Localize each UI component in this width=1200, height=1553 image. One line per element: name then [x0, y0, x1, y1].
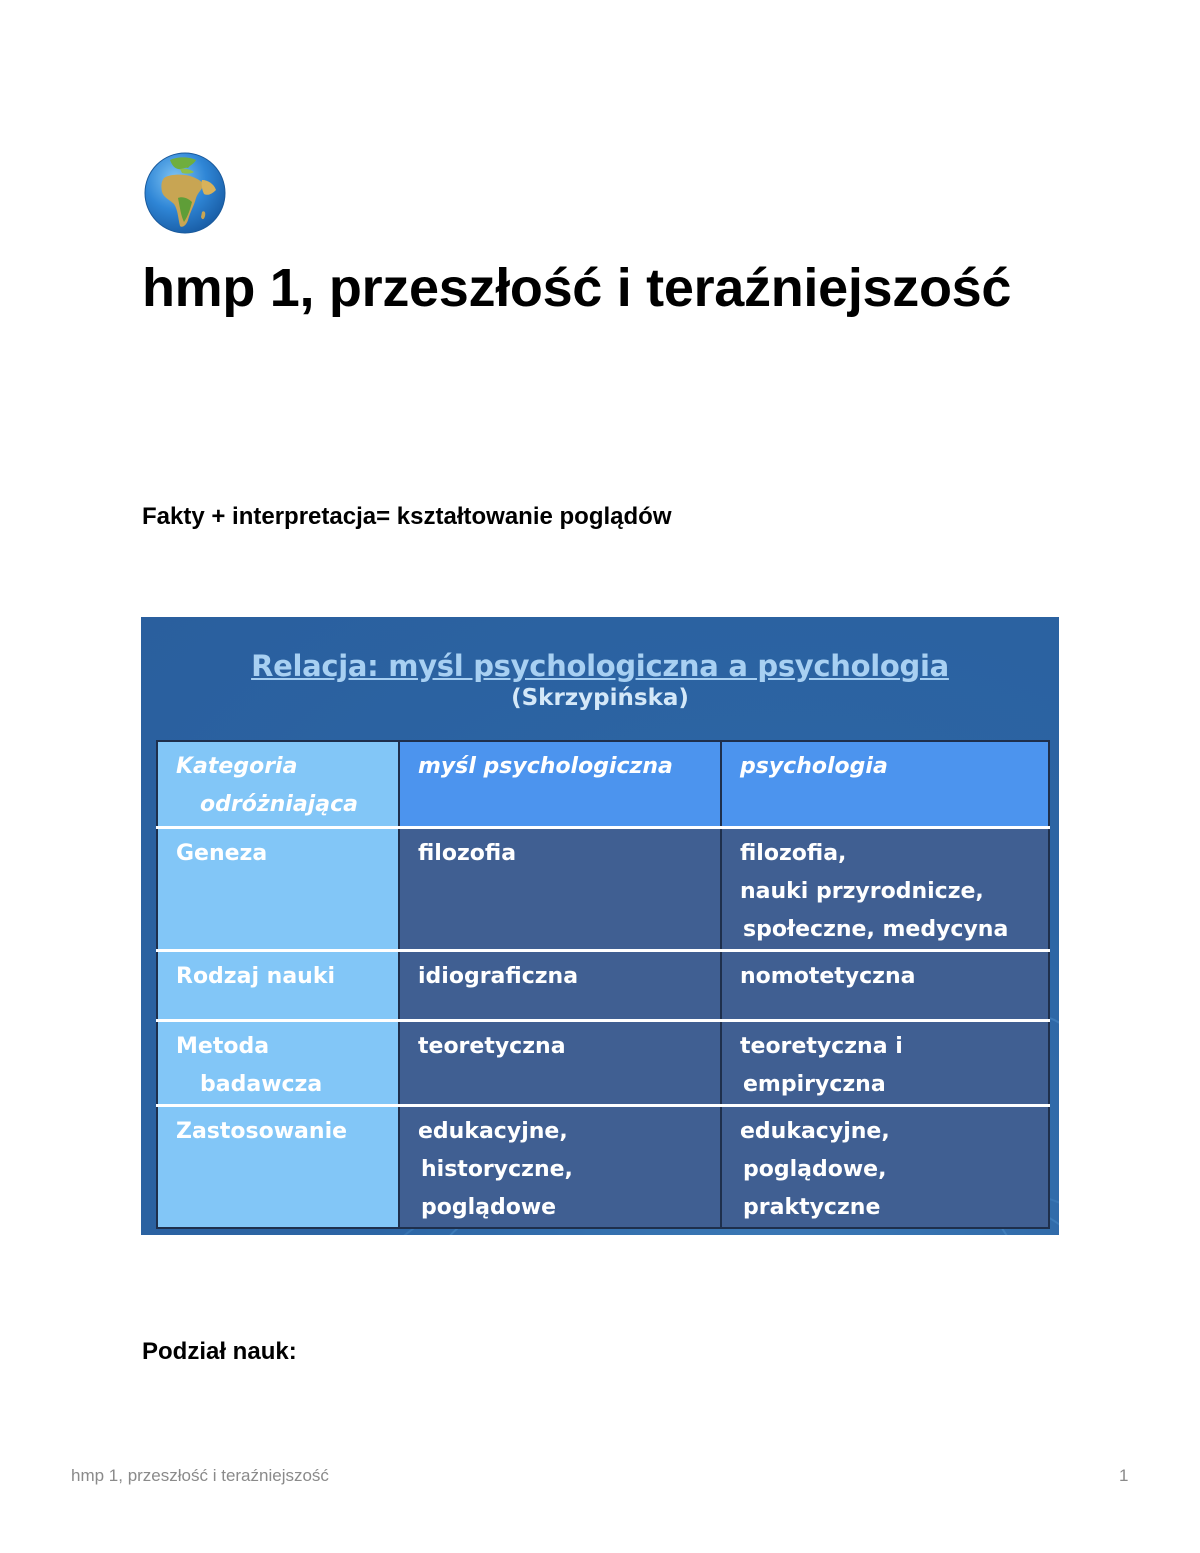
row-label-cell: [157, 1105, 399, 1228]
cell-line: nomotetyczna: [740, 963, 916, 989]
globe-icon: [144, 152, 226, 234]
cell-line: Geneza: [176, 840, 268, 866]
row-cell-mysl: [399, 1105, 721, 1228]
table-header-row: [157, 741, 1049, 827]
table-row: [157, 827, 1049, 950]
page-title: hmp 1, przeszłość i teraźniejszość: [142, 258, 1012, 318]
table-row: [157, 1105, 1049, 1228]
cell-line: odróżniająca: [200, 792, 358, 817]
comparison-table: [156, 740, 1050, 1229]
slide-subtitle: (Skrzypińska): [511, 685, 689, 711]
cell-line: Kategoria: [176, 754, 298, 779]
cell-line: praktyczne: [743, 1194, 881, 1220]
row-cell-psychologia: [721, 1020, 1049, 1105]
cell-line: filozofia,: [740, 840, 847, 866]
header-cell-category: [157, 741, 399, 827]
cell-line: empiryczna: [743, 1071, 886, 1097]
cell-line: idiograficzna: [418, 963, 579, 989]
cell-line: filozofia: [418, 840, 517, 866]
cell-line: poglądowe: [421, 1194, 557, 1220]
row-cell-mysl: [399, 827, 721, 950]
cell-line: społeczne, medycyna: [743, 916, 1009, 942]
row-cell-psychologia: [721, 950, 1049, 1020]
cell-line: badawcza: [200, 1071, 323, 1097]
cell-line: Metoda: [176, 1033, 270, 1059]
header-cell-psychologia: [721, 741, 1049, 827]
cell-line: myśl psychologiczna: [418, 754, 673, 779]
table-row: [157, 1020, 1049, 1105]
cell-line: edukacyjne,: [740, 1118, 890, 1144]
slide-title: Relacja: myśl psychologiczna a psychologia: [251, 649, 949, 683]
row-cell-mysl: [399, 1020, 721, 1105]
row-label-cell: [157, 950, 399, 1020]
cell-line: teoretyczna i: [740, 1033, 903, 1059]
footer-title: hmp 1, przeszłość i teraźniejszość: [71, 1466, 329, 1485]
table-row: [157, 950, 1049, 1020]
formula-text: Fakty + interpretacja= kształtowanie poglądów: [142, 503, 672, 530]
header-cell-mysl: [399, 741, 721, 827]
cell-line: psychologia: [740, 754, 888, 779]
cell-line: edukacyjne,: [418, 1118, 568, 1144]
cell-line: nauki przyrodnicze,: [740, 878, 984, 904]
cell-line: historyczne,: [421, 1156, 573, 1182]
row-cell-psychologia: [721, 1105, 1049, 1228]
slide-image: [141, 617, 1059, 1235]
row-cell-mysl: [399, 950, 721, 1020]
page-number: 1: [1119, 1466, 1129, 1485]
cell-line: poglądowe,: [743, 1156, 887, 1182]
row-label-cell: [157, 1020, 399, 1105]
row-label-cell: [157, 827, 399, 950]
cell-line: Rodzaj nauki: [176, 963, 335, 989]
cell-line: teoretyczna: [418, 1033, 566, 1059]
row-cell-psychologia: [721, 827, 1049, 950]
cell-line: Zastosowanie: [176, 1118, 348, 1144]
section-heading: Podział nauk:: [142, 1338, 297, 1365]
